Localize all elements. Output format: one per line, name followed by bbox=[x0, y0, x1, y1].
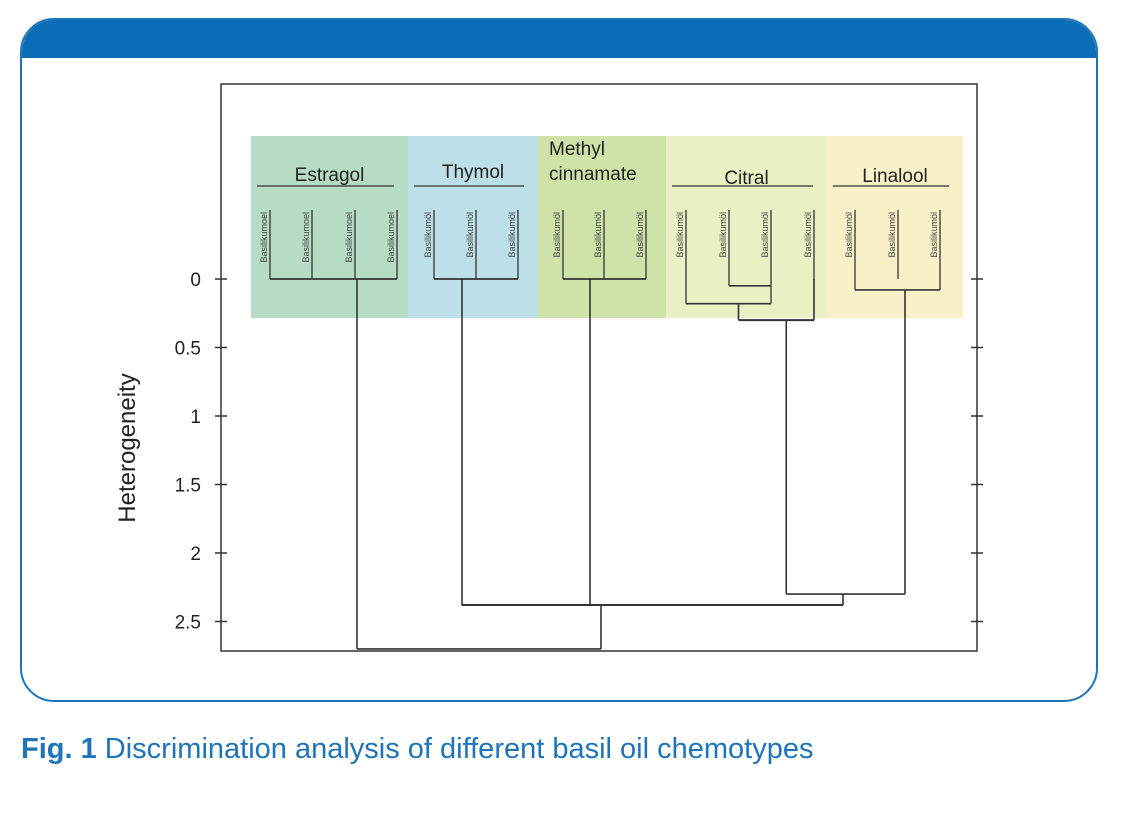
cluster-band-0 bbox=[251, 136, 408, 318]
figure-caption-text: Discrimination analysis of different basil oil chemotypes bbox=[104, 733, 814, 765]
leaf-label: Basilikumöl bbox=[593, 212, 603, 258]
y-tick-label: 1.5 bbox=[174, 475, 201, 497]
cluster-label-line-2: cinnamate bbox=[549, 164, 637, 185]
leaf-label: Basilikumöl bbox=[675, 212, 685, 258]
leaf-label: Basilikumöl bbox=[423, 212, 433, 258]
leaf-label: Basilikumöl bbox=[844, 212, 854, 258]
leaf-label: Basilikumoel bbox=[344, 212, 354, 263]
y-axis-label: Heterogeneity bbox=[114, 373, 141, 523]
y-tick-label: 2.5 bbox=[174, 612, 201, 634]
leaf-label: Basilikumoel bbox=[301, 212, 311, 263]
figure-label: Fig. 1 bbox=[21, 733, 97, 765]
leaf-label: Basilikumoel bbox=[386, 212, 396, 263]
y-tick-label: 2 bbox=[190, 544, 201, 565]
figure-caption bbox=[21, 733, 813, 766]
leaf-label: Basilikumoel bbox=[259, 212, 269, 263]
leaf-label: Basilikumöl bbox=[635, 212, 645, 258]
cluster-label-line-1: Methyl bbox=[549, 139, 605, 160]
leaf-label: Basilikumöl bbox=[552, 212, 562, 258]
leaf-label: Basilikumöl bbox=[760, 212, 770, 258]
cluster-label: Linalool bbox=[862, 166, 928, 187]
cluster-label: Estragol bbox=[294, 165, 365, 186]
leaf-label: Basilikumöl bbox=[929, 212, 939, 258]
leaf-label: Basilikumöl bbox=[465, 212, 475, 258]
leaf-label: Basilikumöl bbox=[803, 212, 813, 258]
y-tick-label: 0.5 bbox=[174, 338, 201, 360]
y-tick-label: 1 bbox=[190, 407, 201, 428]
cluster-label: Citral bbox=[724, 168, 769, 189]
leaf-label: Basilikumöl bbox=[887, 212, 897, 258]
leaf-label: Basilikumöl bbox=[507, 212, 517, 258]
cluster-label: Thymol bbox=[441, 162, 505, 183]
leaf-label: Basilikumöl bbox=[718, 212, 728, 258]
y-tick-label: 0 bbox=[190, 270, 201, 291]
